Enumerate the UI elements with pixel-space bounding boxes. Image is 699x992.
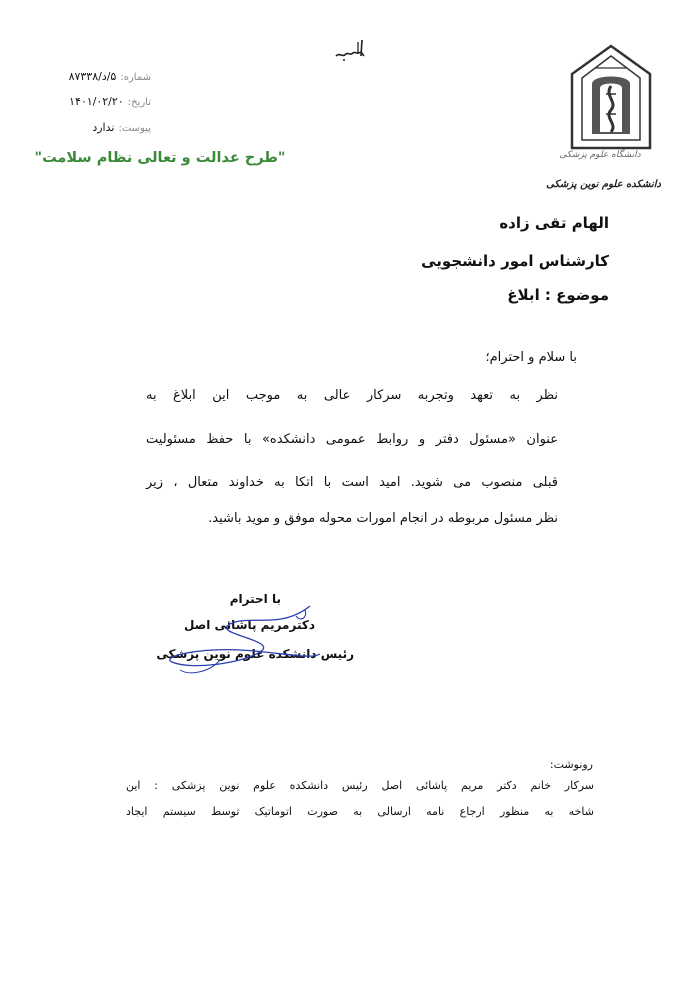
- institution-name-faculty: دانشکده علوم نوین پزشکی: [546, 179, 661, 190]
- greeting: با سلام و احترام؛: [485, 350, 577, 365]
- cc-line: شاخه به منظور ارجاع نامه ارسالی به صورت اتوماتیک توسط سیستم ایجاد: [126, 805, 594, 818]
- body-line: عنوان «مسئول دفتر و روابط عمومی دانشکده» با حفظ مسئولیت: [146, 432, 558, 447]
- body-line: قبلی منصوب می شوید. امید است با اتکا به خداوند متعال ، زیر: [146, 475, 558, 490]
- university-logo: [570, 44, 652, 156]
- recipient-title: کارشناس امور دانشجویی: [421, 252, 609, 270]
- letter-attachment: پیوست:ندارد: [92, 121, 151, 134]
- institution-name-university: دانشگاه علوم پزشکی: [559, 150, 641, 160]
- body-line: نظر به تعهد وتجربه سرکار عالی به موجب این ابلاغ به: [146, 388, 558, 403]
- signature-closing: با احترام: [229, 592, 281, 606]
- cc-line: سرکار خانم دکتر مریم پاشائی اصل رئیس دانشکده علوم نوین پزشکی : این: [126, 779, 594, 792]
- slogan: "طرح عدالت و تعالی نظام سلامت": [34, 150, 286, 166]
- signatory-title: رئیس دانشکده علوم نوین پزشکی: [156, 647, 354, 661]
- recipient-name: الهام تقی زاده: [499, 214, 609, 232]
- letter-subject: موضوع : ابلاغ: [507, 286, 609, 304]
- cc-label: رونوشت:: [549, 758, 593, 771]
- letter-number: شماره:۵/د/۸۷۳۳۸: [68, 70, 151, 83]
- handwritten-signature: [160, 600, 330, 680]
- letter-date: تاریخ:۱۴۰۱/۰۲/۲۰: [69, 95, 151, 108]
- body-line: نظر مسئول مربوطه در انجام امورات محوله موفق و موید باشید.: [208, 511, 558, 526]
- signatory-name: دکترمریم پاشائی اصل: [183, 618, 315, 632]
- basmala-calligraphy: [332, 34, 368, 64]
